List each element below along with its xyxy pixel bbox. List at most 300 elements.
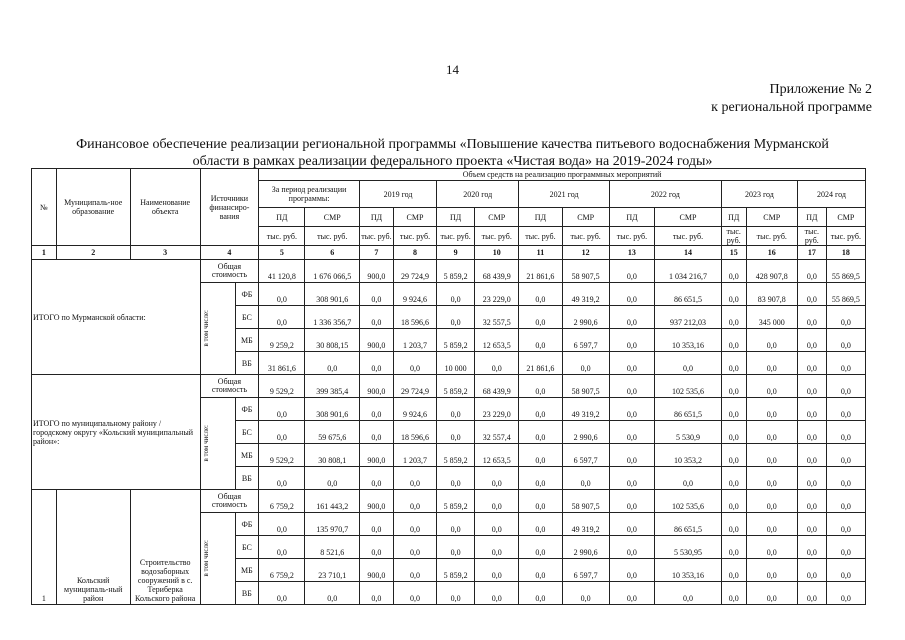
value-cell: 9 529,2 [259, 375, 305, 398]
header-no: № [32, 169, 57, 246]
value-cell: 5 530,95 [655, 536, 722, 559]
value-cell: 32 557,5 [475, 306, 519, 329]
value-cell: 49 319,2 [562, 283, 609, 306]
value-cell: 58 907,5 [562, 260, 609, 283]
value-cell: 29 724,9 [393, 260, 436, 283]
value-cell: 0,0 [721, 260, 746, 283]
value-cell: 0,0 [746, 513, 797, 536]
header-smr: СМР [562, 208, 609, 227]
value-cell: 0,0 [826, 467, 865, 490]
in-that-number-label [200, 398, 235, 490]
value-cell: 0,0 [519, 283, 562, 306]
value-cell: 1 203,7 [393, 329, 436, 352]
value-cell: 0,0 [609, 444, 654, 467]
value-cell: 0,0 [305, 352, 359, 375]
value-cell: 0,0 [826, 398, 865, 421]
value-cell: 29 724,9 [393, 375, 436, 398]
value-cell: 0,0 [259, 513, 305, 536]
value-cell: 0,0 [609, 467, 654, 490]
source-label: ВБ [235, 467, 259, 490]
value-cell: 0,0 [797, 375, 826, 398]
value-cell: 0,0 [721, 582, 746, 605]
value-cell: 1 336 356,7 [305, 306, 359, 329]
value-cell: 0,0 [609, 421, 654, 444]
value-cell: 0,0 [721, 306, 746, 329]
value-cell: 0,0 [797, 490, 826, 513]
value-cell: 68 439,9 [475, 260, 519, 283]
value-cell: 0,0 [437, 582, 475, 605]
value-cell: 0,0 [826, 513, 865, 536]
value-cell: 0,0 [797, 352, 826, 375]
column-number: 3 [130, 246, 200, 260]
column-number: 6 [305, 246, 359, 260]
section-name: ИТОГО по муниципальному району / городскому округу «Кольский муниципальный район»: [32, 375, 201, 490]
value-cell: 0,0 [359, 467, 393, 490]
value-cell: 0,0 [475, 513, 519, 536]
source-label: ВБ [235, 352, 259, 375]
value-cell: 2 990,6 [562, 306, 609, 329]
value-cell: 0,0 [359, 513, 393, 536]
value-cell: 0,0 [609, 513, 654, 536]
value-cell: 0,0 [475, 559, 519, 582]
value-cell: 0,0 [393, 490, 436, 513]
value-cell: 1 034 216,7 [655, 260, 722, 283]
header-unit: тыс. руб. [259, 227, 305, 246]
value-cell: 6 597,7 [562, 444, 609, 467]
value-cell: 308 901,6 [305, 398, 359, 421]
header-period-total: За период реализации программы: [259, 181, 360, 208]
value-cell: 0,0 [746, 536, 797, 559]
source-label: ВБ [235, 582, 259, 605]
in-that-number-text: в том числе: [201, 540, 210, 577]
value-cell: 0,0 [562, 467, 609, 490]
value-cell: 0,0 [359, 306, 393, 329]
value-cell: 0,0 [826, 375, 865, 398]
column-number: 11 [519, 246, 562, 260]
column-number: 5 [259, 246, 305, 260]
source-label: МБ [235, 329, 259, 352]
value-cell: 9 259,2 [259, 329, 305, 352]
value-cell: 900,0 [359, 375, 393, 398]
column-number: 10 [475, 246, 519, 260]
value-cell: 5 859,2 [437, 375, 475, 398]
header-municipality: Муниципаль-ное образование [56, 169, 130, 246]
value-cell: 308 901,6 [305, 283, 359, 306]
header-year-2023: 2023 год [721, 181, 797, 208]
value-cell: 21 861,6 [519, 260, 562, 283]
value-cell: 0,0 [475, 490, 519, 513]
value-cell: 0,0 [519, 582, 562, 605]
value-cell: 345 000 [746, 306, 797, 329]
header-pd: ПД [259, 208, 305, 227]
value-cell: 0,0 [746, 352, 797, 375]
table-body [32, 169, 866, 605]
header-smr: СМР [655, 208, 722, 227]
header-pd: ПД [437, 208, 475, 227]
column-number: 1 [32, 246, 57, 260]
value-cell: 0,0 [393, 559, 436, 582]
value-cell: 55 869,5 [826, 260, 865, 283]
value-cell: 32 557,4 [475, 421, 519, 444]
value-cell: 0,0 [721, 490, 746, 513]
page-number: 14 [446, 62, 459, 77]
value-cell: 0,0 [746, 421, 797, 444]
value-cell: 0,0 [746, 559, 797, 582]
header-smr: СМР [746, 208, 797, 227]
value-cell: 31 861,6 [259, 352, 305, 375]
value-cell: 0,0 [393, 513, 436, 536]
source-label: МБ [235, 559, 259, 582]
value-cell: 0,0 [609, 398, 654, 421]
value-cell: 0,0 [655, 467, 722, 490]
value-cell: 12 653,5 [475, 329, 519, 352]
value-cell: 0,0 [609, 260, 654, 283]
in-that-number-label [200, 513, 235, 605]
title-line-2: области в рамках реализации федерального проекта «Чистая вода» на 2019-2024 годы» [192, 154, 713, 169]
header-unit: тыс. руб. [826, 227, 865, 246]
value-cell: 0,0 [359, 283, 393, 306]
value-cell: 0,0 [609, 352, 654, 375]
value-cell: 161 443,2 [305, 490, 359, 513]
column-number: 18 [826, 246, 865, 260]
value-cell: 102 535,6 [655, 490, 722, 513]
value-cell: 0,0 [826, 306, 865, 329]
financing-table [31, 168, 866, 605]
value-cell: 0,0 [393, 467, 436, 490]
column-number: 15 [721, 246, 746, 260]
value-cell: 0,0 [721, 513, 746, 536]
header-unit: тыс. руб. [562, 227, 609, 246]
value-cell: 0,0 [259, 398, 305, 421]
value-cell: 9 924,6 [393, 398, 436, 421]
value-cell: 0,0 [562, 352, 609, 375]
value-cell: 49 319,2 [562, 513, 609, 536]
value-cell: 23 229,0 [475, 398, 519, 421]
header-unit: тыс. руб. [359, 227, 393, 246]
header-pd: ПД [609, 208, 654, 227]
value-cell: 0,0 [609, 375, 654, 398]
value-cell: 0,0 [519, 490, 562, 513]
value-cell: 5 859,2 [437, 490, 475, 513]
value-cell: 0,0 [609, 329, 654, 352]
value-cell: 0,0 [437, 513, 475, 536]
value-cell: 0,0 [826, 582, 865, 605]
source-label: ФБ [235, 513, 259, 536]
value-cell: 0,0 [519, 513, 562, 536]
value-cell: 0,0 [826, 329, 865, 352]
column-number: 12 [562, 246, 609, 260]
value-cell: 5 859,2 [437, 444, 475, 467]
value-cell: 900,0 [359, 444, 393, 467]
document-title [20, 136, 885, 170]
value-cell: 0,0 [721, 559, 746, 582]
value-cell: 900,0 [359, 260, 393, 283]
value-cell: 5 530,9 [655, 421, 722, 444]
value-cell: 0,0 [519, 444, 562, 467]
source-label: БС [235, 421, 259, 444]
value-cell: 0,0 [826, 559, 865, 582]
value-cell: 0,0 [437, 536, 475, 559]
value-cell: 5 859,2 [437, 559, 475, 582]
header-year-2019: 2019 год [359, 181, 436, 208]
value-cell: 0,0 [609, 582, 654, 605]
header-sources: Источники финансиро-вания [200, 169, 259, 246]
value-cell: 135 970,7 [305, 513, 359, 536]
municipality-name: Кольский муниципаль-ный район [56, 490, 130, 605]
value-cell: 2 990,6 [562, 536, 609, 559]
value-cell: 0,0 [721, 329, 746, 352]
value-cell: 0,0 [393, 582, 436, 605]
header-unit: тыс. руб. [797, 227, 826, 246]
value-cell: 0,0 [437, 421, 475, 444]
header-unit: тыс. руб. [437, 227, 475, 246]
value-cell: 10 000 [437, 352, 475, 375]
value-cell: 5 859,2 [437, 329, 475, 352]
value-cell: 0,0 [797, 582, 826, 605]
column-number: 8 [393, 246, 436, 260]
header-pd: ПД [797, 208, 826, 227]
value-cell: 58 907,5 [562, 375, 609, 398]
header-unit: тыс. руб. [519, 227, 562, 246]
source-label: МБ [235, 444, 259, 467]
value-cell: 0,0 [797, 398, 826, 421]
value-cell: 0,0 [826, 352, 865, 375]
value-cell: 0,0 [437, 283, 475, 306]
value-cell: 23 229,0 [475, 283, 519, 306]
value-cell: 0,0 [437, 467, 475, 490]
header-unit: тыс. руб. [393, 227, 436, 246]
column-number: 14 [655, 246, 722, 260]
value-cell: 2 990,6 [562, 421, 609, 444]
value-cell: 0,0 [519, 398, 562, 421]
header-smr: СМР [305, 208, 359, 227]
value-cell: 68 439,9 [475, 375, 519, 398]
value-cell: 18 596,6 [393, 306, 436, 329]
value-cell: 0,0 [519, 421, 562, 444]
value-cell: 0,0 [359, 582, 393, 605]
header-smr: СМР [475, 208, 519, 227]
value-cell: 18 596,6 [393, 421, 436, 444]
total-cost-label: Общая стоимость [200, 375, 259, 398]
value-cell: 0,0 [655, 582, 722, 605]
total-cost-label: Общая стоимость [200, 490, 259, 513]
value-cell: 0,0 [259, 582, 305, 605]
value-cell: 49 319,2 [562, 398, 609, 421]
value-cell: 0,0 [721, 375, 746, 398]
value-cell: 21 861,6 [519, 352, 562, 375]
row-number: 1 [32, 490, 57, 605]
value-cell: 0,0 [359, 352, 393, 375]
header-smr: СМР [393, 208, 436, 227]
value-cell: 0,0 [259, 467, 305, 490]
header-pd: ПД [721, 208, 746, 227]
value-cell: 0,0 [721, 398, 746, 421]
value-cell: 0,0 [797, 283, 826, 306]
value-cell: 0,0 [475, 536, 519, 559]
value-cell: 8 521,6 [305, 536, 359, 559]
value-cell: 6 597,7 [562, 329, 609, 352]
value-cell: 0,0 [826, 444, 865, 467]
column-number: 16 [746, 246, 797, 260]
table-row [32, 375, 866, 398]
value-cell: 0,0 [437, 306, 475, 329]
value-cell: 0,0 [797, 329, 826, 352]
value-cell: 0,0 [359, 421, 393, 444]
value-cell: 0,0 [721, 536, 746, 559]
column-number: 13 [609, 246, 654, 260]
header-pd: ПД [359, 208, 393, 227]
value-cell: 10 353,2 [655, 444, 722, 467]
value-cell: 0,0 [359, 398, 393, 421]
total-cost-label: Общая стоимость [200, 260, 259, 283]
value-cell: 0,0 [797, 421, 826, 444]
column-number: 4 [200, 246, 259, 260]
source-label: ФБ [235, 283, 259, 306]
in-that-number-text: в том числе: [201, 425, 210, 462]
header-smr: СМР [826, 208, 865, 227]
header-unit: тыс. руб. [609, 227, 654, 246]
value-cell: 0,0 [519, 375, 562, 398]
column-number: 9 [437, 246, 475, 260]
table-row [32, 490, 866, 513]
value-cell: 0,0 [519, 536, 562, 559]
header-year-2022: 2022 год [609, 181, 721, 208]
value-cell: 0,0 [609, 306, 654, 329]
value-cell: 59 675,6 [305, 421, 359, 444]
value-cell: 30 808,1 [305, 444, 359, 467]
value-cell: 83 907,8 [746, 283, 797, 306]
value-cell: 399 385,4 [305, 375, 359, 398]
value-cell: 0,0 [797, 444, 826, 467]
source-label: БС [235, 306, 259, 329]
value-cell: 900,0 [359, 559, 393, 582]
value-cell: 0,0 [519, 329, 562, 352]
value-cell: 86 651,5 [655, 283, 722, 306]
value-cell: 1 203,7 [393, 444, 436, 467]
value-cell: 5 859,2 [437, 260, 475, 283]
header-year-2021: 2021 год [519, 181, 609, 208]
value-cell: 0,0 [519, 306, 562, 329]
value-cell: 30 808,15 [305, 329, 359, 352]
header-year-2020: 2020 год [437, 181, 519, 208]
value-cell: 428 907,8 [746, 260, 797, 283]
table-row [32, 260, 866, 283]
value-cell: 0,0 [797, 513, 826, 536]
in-that-number-label [200, 283, 235, 375]
value-cell: 0,0 [437, 398, 475, 421]
value-cell: 0,0 [797, 467, 826, 490]
value-cell: 0,0 [746, 329, 797, 352]
value-cell: 0,0 [609, 490, 654, 513]
appendix-subtitle: к региональной программе [711, 100, 872, 115]
column-number: 2 [56, 246, 130, 260]
header-pd: ПД [519, 208, 562, 227]
value-cell: 0,0 [746, 444, 797, 467]
value-cell: 6 759,2 [259, 490, 305, 513]
source-label: БС [235, 536, 259, 559]
value-cell: 0,0 [721, 352, 746, 375]
value-cell: 0,0 [475, 582, 519, 605]
value-cell: 6 597,7 [562, 559, 609, 582]
value-cell: 0,0 [826, 490, 865, 513]
value-cell: 0,0 [393, 536, 436, 559]
value-cell: 0,0 [562, 582, 609, 605]
value-cell: 0,0 [305, 582, 359, 605]
header-unit: тыс. руб. [655, 227, 722, 246]
value-cell: 9 529,2 [259, 444, 305, 467]
value-cell: 41 120,8 [259, 260, 305, 283]
header-unit: тыс. руб. [721, 227, 746, 246]
value-cell: 0,0 [519, 467, 562, 490]
value-cell: 58 907,5 [562, 490, 609, 513]
value-cell: 0,0 [826, 421, 865, 444]
value-cell: 0,0 [721, 444, 746, 467]
value-cell: 0,0 [721, 467, 746, 490]
value-cell: 10 353,16 [655, 329, 722, 352]
value-cell: 0,0 [746, 375, 797, 398]
value-cell: 0,0 [721, 283, 746, 306]
value-cell: 0,0 [797, 306, 826, 329]
value-cell: 0,0 [475, 352, 519, 375]
value-cell: 0,0 [609, 283, 654, 306]
header-unit: тыс. руб. [475, 227, 519, 246]
value-cell: 0,0 [259, 306, 305, 329]
value-cell: 12 653,5 [475, 444, 519, 467]
value-cell: 0,0 [259, 283, 305, 306]
value-cell: 0,0 [655, 352, 722, 375]
object-name: Строительство водозаборных сооружений в с. Териберка Кольского района [130, 490, 200, 605]
value-cell: 900,0 [359, 329, 393, 352]
title-line-1: Финансовое обеспечение реализации региональной программы «Повышение качества питьевого водоснабжения Мурманской [76, 137, 829, 152]
source-label: ФБ [235, 398, 259, 421]
value-cell: 0,0 [519, 559, 562, 582]
value-cell: 23 710,1 [305, 559, 359, 582]
value-cell: 86 651,5 [655, 398, 722, 421]
in-that-number-text: в том числе: [201, 310, 210, 347]
appendix-label: Приложение № 2 [769, 82, 872, 97]
value-cell: 0,0 [721, 421, 746, 444]
value-cell: 0,0 [475, 467, 519, 490]
header-unit: тыс. руб. [746, 227, 797, 246]
value-cell: 0,0 [609, 536, 654, 559]
value-cell: 9 924,6 [393, 283, 436, 306]
header-year-2024: 2024 год [797, 181, 865, 208]
value-cell: 0,0 [746, 398, 797, 421]
value-cell: 55 869,5 [826, 283, 865, 306]
value-cell: 0,0 [359, 536, 393, 559]
column-number: 17 [797, 246, 826, 260]
value-cell: 102 535,6 [655, 375, 722, 398]
section-name: ИТОГО по Мурманской области: [32, 260, 201, 375]
value-cell: 0,0 [797, 536, 826, 559]
value-cell: 0,0 [259, 421, 305, 444]
value-cell: 900,0 [359, 490, 393, 513]
value-cell: 0,0 [609, 559, 654, 582]
value-cell: 0,0 [305, 467, 359, 490]
value-cell: 1 676 066,5 [305, 260, 359, 283]
value-cell: 0,0 [797, 260, 826, 283]
value-cell: 0,0 [259, 536, 305, 559]
value-cell: 86 651,5 [655, 513, 722, 536]
header-unit: тыс. руб. [305, 227, 359, 246]
column-number: 7 [359, 246, 393, 260]
header-object: Наименование объекта [130, 169, 200, 246]
value-cell: 10 353,16 [655, 559, 722, 582]
value-cell: 0,0 [393, 352, 436, 375]
value-cell: 0,0 [826, 536, 865, 559]
header-volume: Объем средств на реализацию программных мероприятий [259, 169, 866, 181]
value-cell: 6 759,2 [259, 559, 305, 582]
